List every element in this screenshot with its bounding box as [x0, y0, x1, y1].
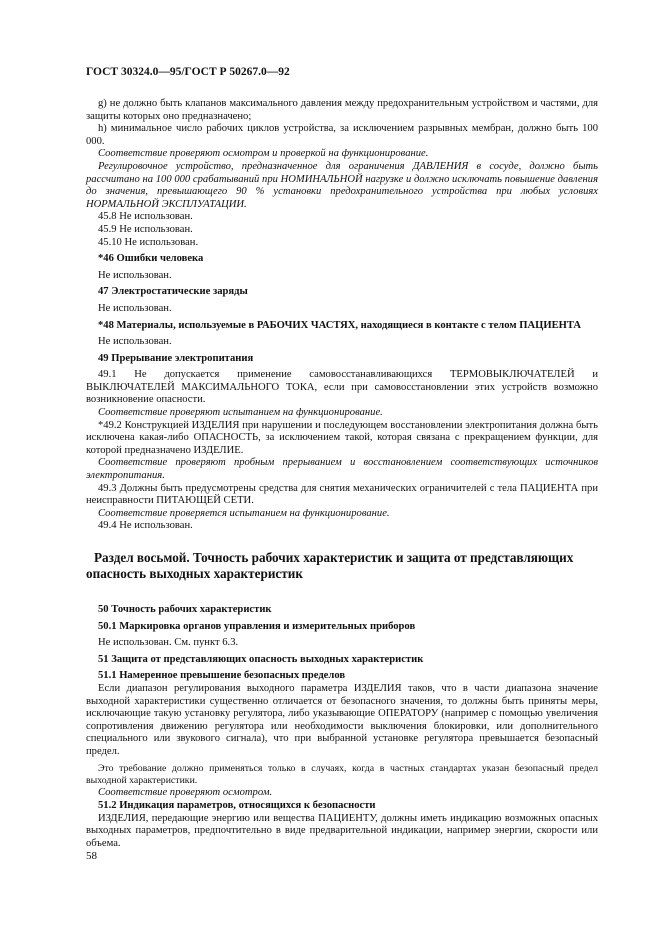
clause-49-2: *49.2 Конструкцией ИЗДЕЛИЯ при нарушении и последующем восстановлении электропитания должна быть исключена какая-либо ОПАСНОСТЬ, за исключением такой, которая связана с прекращением функции, для которой предназначено ИЗДЕЛИЕ. [86, 419, 598, 456]
heading-50: 50 Точность рабочих характеристик [98, 604, 272, 615]
heading-50-1: 50.1 Маркировка органов управления и измерительных приборов [98, 620, 416, 632]
clause-51-1-text: Если диапазон регулирования выходного параметра ИЗДЕЛИЯ таков, что в части диапазона значение выходной характеристики существенно отличается от безопасного значения, то должны быть приняты меры, исключающие такую установку регулятора, либо указывающие ОПЕРАТОРУ (например с помощью увеличения сопротивления движению регулятора или необходимости выключения блокировки, или дополнительного специального или звукового сигнала), что при выбранной установке регулятора превышается безопасный предел. [86, 682, 598, 757]
clause-45-8: 45.8 Не использован. [98, 211, 193, 223]
section-8-title: Раздел восьмой. Точность рабочих характеристик и защита от представляющих опасность выходных характеристик [86, 550, 574, 581]
clause-48-text: Не использован. [98, 336, 172, 348]
compliance-check: Соответствие проверяют пробным прерыванием и восстановлением соответствующих источников электропитания. [86, 457, 598, 482]
clause-51-2-text: ИЗДЕЛИЯ, передающие энергию или вещества ПАЦИЕНТУ, должны иметь индикацию возможных опасных выходных параметров, предпочтительно в виде предварительной индикации, например энергии, скорости или объема. [86, 812, 598, 849]
heading-51: 51 Защита от представляющих опасность выходных характеристик [98, 653, 424, 665]
compliance-check: Соответствие проверяют осмотром и проверкой на функционирование. [98, 148, 429, 160]
compliance-check: Соответствие проверяется испытанием на функционирование. [98, 507, 390, 519]
clause-49-1: 49.1 Не допускается применение самовосстанавливающихся ТЕРМОВЫКЛЮЧАТЕЛЕЙ и ВЫКЛЮЧАТЕЛЕЙ МАКСИМАЛЬНОГО ТОКА, если при самовосстановлении этих устройств возможно возникновение опасности. [86, 369, 598, 406]
heading-51-1: 51.1 Намеренное превышение безопасных пределов [98, 670, 346, 682]
heading-51-2: 51.2 Индикация параметров, относящихся к безопасности [98, 800, 376, 812]
clause-49-4: 49.4 Не использован. [98, 520, 193, 532]
clause-50-1-text: Не использован. См. пункт 6.3. [98, 637, 239, 649]
heading-47: 47 Электростатические заряды [98, 286, 248, 298]
clause-51-1-note: Это требование должно применяться только в случаях, когда в частных стандартах указан безопасный предел выходной характеристики. [86, 762, 598, 786]
regulator-paragraph: Регулировочное устройство, предназначенное для ограничения ДАВЛЕНИЯ в сосуде, должно быть рассчитано на 100 000 срабатываний при НОМИНАЛЬНОЙ нагрузке и должно исключать повышение давления до значения, превышающего 90 % установки предохранительного устройства при любых условиях НОРМАЛЬНОЙ ЭКСПЛУАТАЦИИ. [86, 160, 598, 210]
paragraph-h: h) минимальное число рабочих циклов устройства, за исключением разрывных мембран, должно быть 100 000. [86, 123, 598, 147]
clause-47-text: Не использован. [98, 302, 172, 314]
compliance-check: Соответствие проверяют испытанием на функционирование. [98, 407, 383, 419]
heading-49: 49 Прерывание электропитания [98, 352, 254, 364]
clause-49-3: 49.3 Должны быть предусмотрены средства для снятия механических ограничителей с тела ПАЦИЕНТА при неисправности ПИТАЮЩЕЙ СЕТИ. [86, 482, 598, 507]
heading-46: *46 Ошибки человека [98, 253, 204, 265]
document-header: ГОСТ 30324.0—95/ГОСТ Р 50267.0—92 [86, 66, 290, 78]
heading-48: *48 Материалы, используемые в РАБОЧИХ ЧАСТЯХ, находящиеся в контакте с телом ПАЦИЕНТА [98, 319, 582, 331]
clause-45-9: 45.9 Не использован. [98, 223, 193, 235]
page-body [86, 98, 598, 851]
page-number: 58 [86, 850, 97, 862]
clause-46-text: Не использован. [98, 269, 172, 281]
compliance-check: Соответствие проверяют осмотром. [98, 786, 273, 798]
paragraph-g: g) не должно быть клапанов максимального давления между предохранительным устройством и частями, для защиты которых оно предназначено; [86, 98, 598, 122]
clause-45-10: 45.10 Не использован. [98, 236, 199, 248]
